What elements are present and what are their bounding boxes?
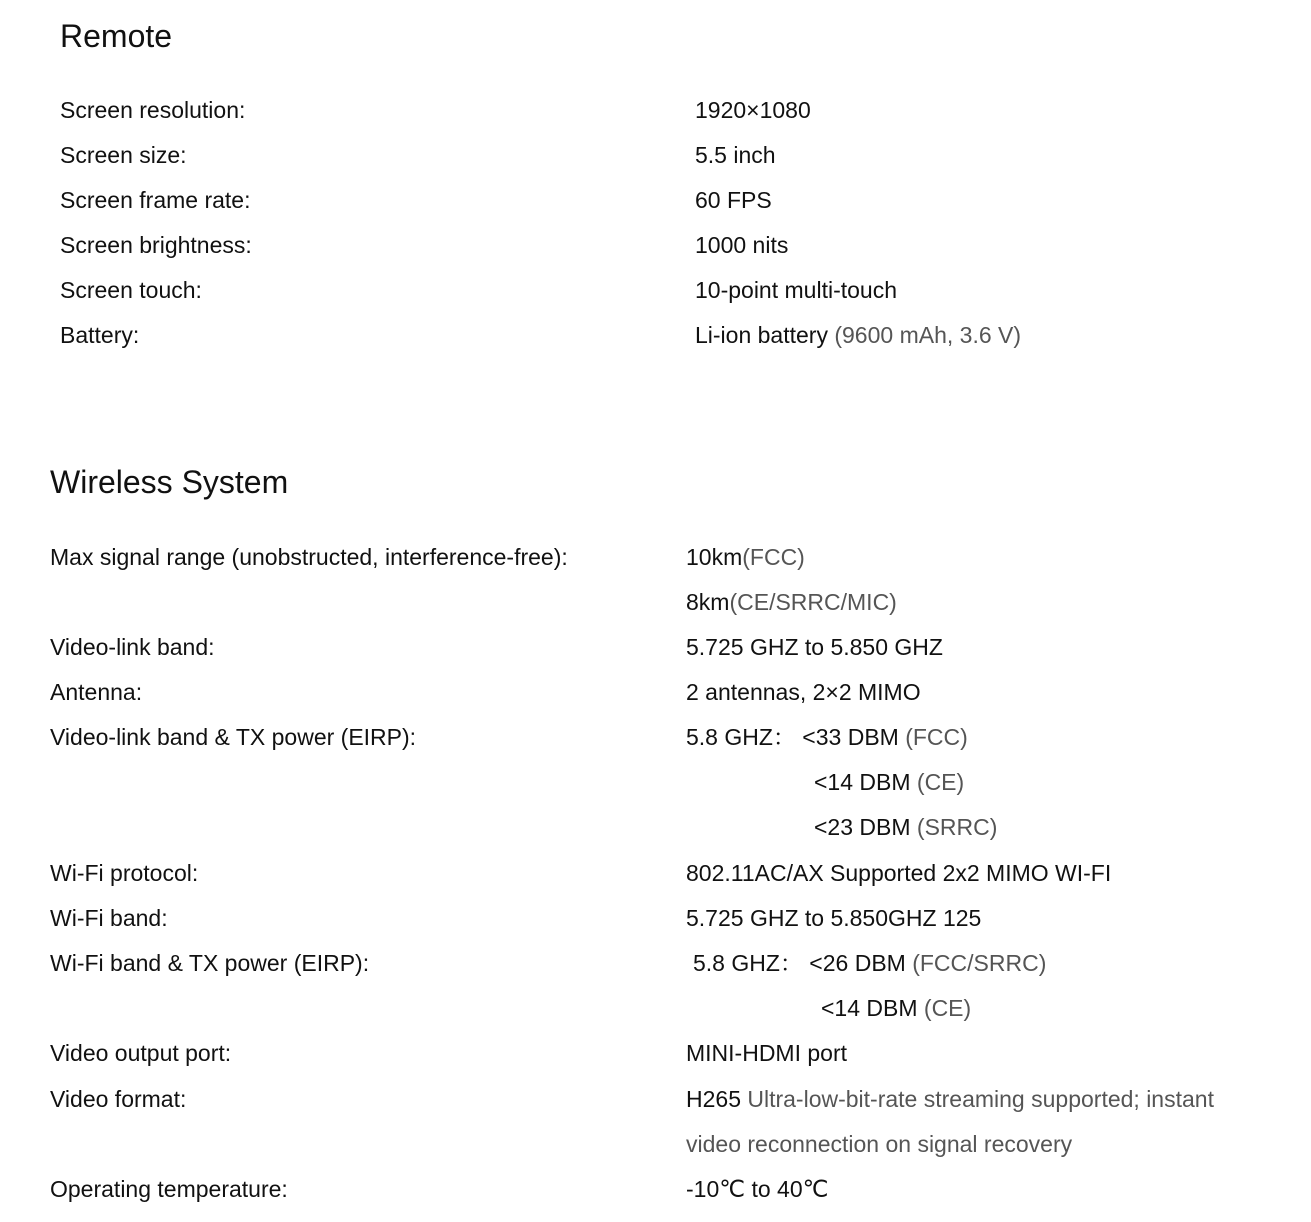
spec-note: (FCC)	[898, 724, 968, 750]
spec-row	[0, 88, 1311, 133]
spec-label: Screen brightness:	[60, 232, 252, 258]
spec-value	[686, 1122, 1072, 1167]
wireless-section-title: Wireless System	[50, 464, 289, 500]
spec-value: -10℃ to 40℃	[686, 1176, 829, 1202]
spec-value: 8km(CE/SRRC/MIC)	[686, 589, 897, 615]
spec-row	[0, 805, 1311, 850]
spec-value: 5.725 GHZ to 5.850 GHZ	[686, 634, 943, 660]
spec-label: Screen resolution:	[60, 97, 246, 123]
spec-value: Li-ion battery (9600 mAh, 3.6 V)	[695, 322, 1022, 348]
spec-row	[0, 178, 1311, 223]
spec-row	[0, 1031, 1311, 1076]
spec-value: 10-point multi-touch	[695, 277, 897, 303]
spec-row	[0, 986, 1311, 1031]
spec-row	[0, 941, 1311, 986]
spec-row	[0, 1077, 1311, 1122]
spec-value: 10km(FCC)	[686, 544, 805, 570]
spec-note: (FCC/SRRC)	[905, 950, 1047, 976]
spec-label: Screen size:	[60, 142, 187, 168]
spec-value: 5.8 GHZ： <33 DBM (FCC)	[686, 724, 968, 750]
spec-label: Max signal range (unobstructed, interference-free):	[50, 544, 568, 570]
spec-label: Wi-Fi band & TX power (EIRP):	[50, 950, 370, 976]
spec-row	[0, 851, 1311, 896]
spec-label: Video-link band & TX power (EIRP):	[50, 724, 417, 750]
spec-label: Wi-Fi band:	[50, 905, 168, 931]
spec-value: 1920×1080	[695, 97, 811, 123]
spec-row	[0, 760, 1311, 805]
spec-value: 802.11AC/AX Supported 2x2 MIMO WI-FI	[686, 860, 1112, 886]
spec-value: <14 DBM (CE)	[814, 769, 965, 795]
spec-label: Screen frame rate:	[60, 187, 251, 213]
spec-value: <14 DBM (CE)	[821, 995, 972, 1021]
spec-value: 5.725 GHZ to 5.850GHZ 125	[686, 905, 982, 931]
spec-row	[0, 268, 1311, 313]
spec-note: (CE)	[910, 769, 965, 795]
spec-value: H265 Ultra-low-bit-rate streaming supported; instant	[686, 1086, 1214, 1112]
spec-value: 60 FPS	[695, 187, 772, 213]
spec-row	[0, 580, 1311, 625]
spec-row	[0, 625, 1311, 670]
spec-value: 1000 nits	[695, 232, 789, 258]
spec-value: 5.5 inch	[695, 142, 776, 168]
spec-label: Video-link band:	[50, 634, 215, 660]
spec-row	[0, 313, 1311, 358]
spec-label: Video format:	[50, 1086, 187, 1112]
spec-note: (CE)	[917, 995, 972, 1021]
spec-row	[0, 670, 1311, 715]
spec-row	[0, 535, 1311, 580]
spec-label: Screen touch:	[60, 277, 202, 303]
spec-value: 2 antennas, 2×2 MIMO	[686, 679, 921, 705]
spec-note: (CE/SRRC/MIC)	[729, 589, 897, 615]
spec-value: 5.8 GHZ： <26 DBM (FCC/SRRC)	[693, 950, 1047, 976]
spec-label: Wi-Fi protocol:	[50, 860, 199, 886]
spec-row	[0, 223, 1311, 268]
spec-row	[0, 1122, 1311, 1167]
spec-label: Battery:	[60, 322, 140, 348]
spec-note: (FCC)	[742, 544, 805, 570]
spec-note: (9600 mAh, 3.6 V)	[827, 322, 1022, 348]
remote-section-title: Remote	[60, 18, 173, 54]
spec-row	[0, 715, 1311, 760]
spec-label: Operating temperature:	[50, 1176, 288, 1202]
spec-note: (SRRC)	[910, 814, 998, 840]
spec-value: MINI-HDMI port	[686, 1040, 847, 1066]
spec-label: Antenna:	[50, 679, 143, 705]
spec-note: Ultra-low-bit-rate streaming supported; instant	[740, 1086, 1214, 1112]
spec-row	[0, 896, 1311, 941]
spec-value: <23 DBM (SRRC)	[814, 814, 998, 840]
spec-row	[0, 1167, 1311, 1212]
spec-row	[0, 133, 1311, 178]
spec-note: video reconnection on signal recovery	[686, 1131, 1073, 1157]
spec-label: Video output port:	[50, 1040, 232, 1066]
